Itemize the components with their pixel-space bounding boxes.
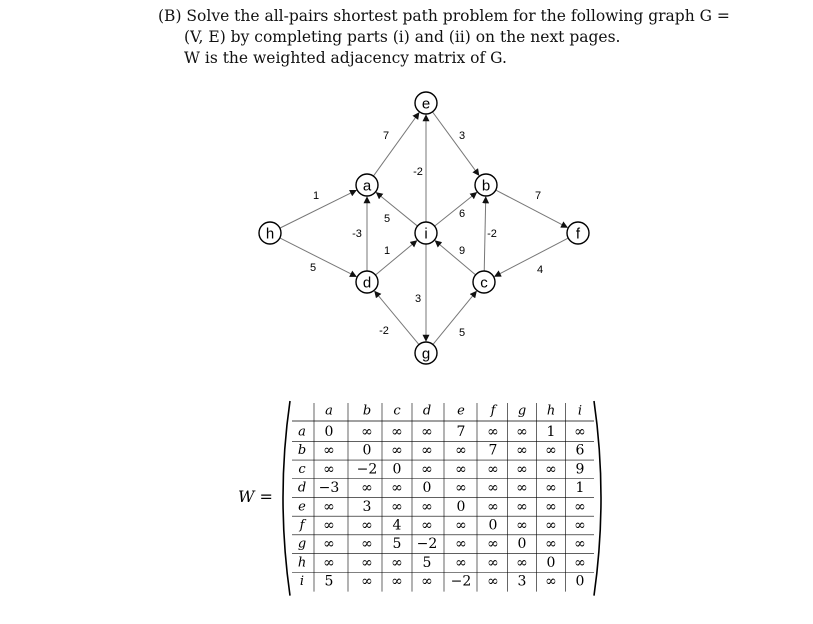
edge-c-b xyxy=(484,197,486,271)
matrix-cell-d-g: ∞ xyxy=(516,480,528,497)
matrix-row-header-f: f xyxy=(299,518,305,533)
matrix-cell-a-c: ∞ xyxy=(391,424,403,440)
graph-nodes xyxy=(259,92,589,364)
matrix-cell-a-f: ∞ xyxy=(487,424,499,440)
node-label-i: i xyxy=(424,225,428,243)
edge-g-c xyxy=(433,291,476,344)
edge-weight-i-b: 6 xyxy=(458,208,466,220)
node-label-f: f xyxy=(575,225,581,243)
matrix-cell-f-g: ∞ xyxy=(516,517,528,534)
matrix-cell-c-d: ∞ xyxy=(421,461,433,478)
matrix-cell-i-e: −2 xyxy=(450,573,472,590)
edge-e-b xyxy=(432,112,478,175)
matrix-cell-b-c: ∞ xyxy=(391,442,403,459)
matrix-cell-c-a: ∞ xyxy=(323,461,335,478)
edge-weight-i-a: 5 xyxy=(383,213,391,225)
matrix-cell-c-e: ∞ xyxy=(455,461,467,478)
problem-line-2: (V, E) by completing parts (i) and (ii) on the next pages. xyxy=(184,28,621,46)
matrix-cell-a-b: ∞ xyxy=(361,424,373,440)
matrix-cell-e-b: 3 xyxy=(362,498,372,515)
matrix-cell-d-f: ∞ xyxy=(487,480,499,497)
matrix-row-header-g: g xyxy=(297,536,307,552)
matrix-cell-a-h: 1 xyxy=(546,424,556,440)
matrix-col-header-b: b xyxy=(362,403,372,419)
matrix-cell-a-g: ∞ xyxy=(516,424,528,440)
matrix-cell-h-g: ∞ xyxy=(516,554,528,571)
matrix-cell-h-c: ∞ xyxy=(391,554,403,571)
matrix-cell-f-c: 4 xyxy=(392,517,402,534)
matrix-cell-i-i: 0 xyxy=(575,573,585,590)
matrix-cell-i-b: ∞ xyxy=(361,573,373,590)
matrix-cell-g-i: ∞ xyxy=(574,536,586,553)
matrix-cell-b-e: ∞ xyxy=(455,442,467,459)
matrix-cell-d-d: 0 xyxy=(422,480,432,497)
edge-weight-i-g: 3 xyxy=(414,293,422,305)
matrix-label: W = xyxy=(238,487,273,506)
edge-weight-b-f: 7 xyxy=(534,190,542,202)
matrix-cell-d-e: ∞ xyxy=(455,480,467,497)
matrix-cell-h-b: ∞ xyxy=(361,554,373,571)
matrix-col-header-f: f xyxy=(490,403,496,419)
matrix-col-header-d: d xyxy=(422,403,432,419)
matrix-cell-c-b: −2 xyxy=(356,461,378,478)
matrix-row-header-c: c xyxy=(298,461,306,477)
matrix-cell-f-i: ∞ xyxy=(574,517,586,534)
node-g xyxy=(415,342,437,364)
matrix-cell-g-c: 5 xyxy=(392,536,402,553)
matrix-cell-e-e: 0 xyxy=(456,498,466,515)
matrix-cell-i-a: 5 xyxy=(324,573,334,590)
edge-c-i xyxy=(435,241,475,275)
matrix-cell-c-h: ∞ xyxy=(545,461,557,478)
matrix-cell-d-b: ∞ xyxy=(361,480,373,497)
matrix-cell-d-i: 1 xyxy=(575,480,585,497)
matrix-cell-e-h: ∞ xyxy=(545,498,557,515)
matrix-cell-a-e: 7 xyxy=(456,424,466,440)
matrix-cell-h-h: 0 xyxy=(546,554,556,571)
problem-line-3: W is the weighted adjacency matrix of G. xyxy=(184,49,507,67)
matrix-row-header-d: d xyxy=(297,480,307,496)
problem-line-1: (B) Solve the all-pairs shortest path problem for the following graph G = xyxy=(158,7,730,25)
matrix-cell-b-g: ∞ xyxy=(516,442,528,459)
node-label-c: c xyxy=(480,274,488,292)
edge-b-f xyxy=(496,190,568,227)
matrix-row-header-a: a xyxy=(298,424,306,440)
matrix-cell-d-h: ∞ xyxy=(545,480,557,497)
matrix-cell-i-f: ∞ xyxy=(487,573,499,590)
edge-f-c xyxy=(495,238,569,276)
node-e xyxy=(415,92,437,114)
edge-weight-g-d: -2 xyxy=(379,325,389,337)
matrix-cell-i-d: ∞ xyxy=(421,573,433,590)
matrix-cell-g-e: ∞ xyxy=(455,536,467,553)
matrix-cell-i-c: ∞ xyxy=(391,573,403,590)
edge-weight-c-i: 9 xyxy=(458,245,466,257)
matrix-cell-e-g: ∞ xyxy=(516,498,528,515)
matrix-cell-f-a: ∞ xyxy=(323,517,335,534)
edge-h-d xyxy=(280,238,356,277)
matrix-col-header-e: e xyxy=(457,403,465,419)
matrix-cell-i-h: ∞ xyxy=(545,573,557,590)
matrix-col-header-i: i xyxy=(577,403,583,419)
node-h xyxy=(259,222,281,244)
matrix-cell-b-a: ∞ xyxy=(323,442,335,459)
matrix-cell-f-d: ∞ xyxy=(421,517,433,534)
matrix-cell-c-g: ∞ xyxy=(516,461,528,478)
matrix-cell-g-f: ∞ xyxy=(487,536,499,553)
matrix-cell-c-f: ∞ xyxy=(487,461,499,478)
matrix-row-header-e: e xyxy=(298,499,306,515)
edge-weight-d-a: -3 xyxy=(352,228,362,240)
node-i xyxy=(415,222,437,244)
edge-weight-h-d: 5 xyxy=(309,262,317,274)
matrix-cell-b-h: ∞ xyxy=(545,442,557,459)
matrix-cell-c-i: 9 xyxy=(575,461,585,478)
node-d xyxy=(356,271,378,293)
edge-weight-e-b: 3 xyxy=(458,130,466,142)
matrix-col-header-g: g xyxy=(517,403,527,419)
matrix-cell-h-d: 5 xyxy=(422,554,432,571)
edge-weight-i-e: -2 xyxy=(413,166,423,178)
edge-d-i xyxy=(375,241,416,275)
matrix-cell-b-b: 0 xyxy=(362,442,372,459)
matrix-cell-h-a: ∞ xyxy=(323,554,335,571)
edge-weight-c-b: -2 xyxy=(487,228,497,240)
matrix-cell-e-c: ∞ xyxy=(391,498,403,515)
matrix-cell-b-f: 7 xyxy=(488,442,498,459)
matrix-cell-g-h: ∞ xyxy=(545,536,557,553)
matrix-cell-h-i: ∞ xyxy=(574,554,586,571)
edge-i-b xyxy=(435,192,477,226)
matrix-cell-i-g: 3 xyxy=(517,573,527,590)
matrix-cell-b-i: 6 xyxy=(575,442,585,459)
edge-weight-h-a: 1 xyxy=(312,190,320,202)
matrix-cell-f-h: ∞ xyxy=(545,517,557,534)
matrix-row-header-b: b xyxy=(297,443,307,459)
matrix-cell-e-a: ∞ xyxy=(323,498,335,515)
matrix-cell-f-e: ∞ xyxy=(455,517,467,534)
matrix-cell-g-a: ∞ xyxy=(323,536,335,553)
matrix-cell-g-b: ∞ xyxy=(361,536,373,553)
matrix-right-paren xyxy=(594,401,601,596)
matrix-cell-d-c: ∞ xyxy=(391,480,403,497)
matrix-cell-f-f: 0 xyxy=(488,517,498,534)
matrix-row-header-h: h xyxy=(297,555,307,571)
matrix-row-header-i: i xyxy=(299,574,305,590)
matrix-cell-e-f: ∞ xyxy=(487,498,499,515)
matrix-cell-d-a: −3 xyxy=(318,480,340,497)
node-c xyxy=(473,271,495,293)
node-label-b: b xyxy=(481,177,491,195)
matrix-cell-h-f: ∞ xyxy=(487,554,499,571)
matrix-left-paren xyxy=(283,401,290,596)
matrix-col-header-c: c xyxy=(393,403,401,419)
matrix-cell-g-d: −2 xyxy=(416,536,438,553)
matrix-cell-e-i: ∞ xyxy=(574,498,586,515)
matrix-cell-f-b: ∞ xyxy=(361,517,373,534)
matrix-cell-a-a: 0 xyxy=(324,424,334,440)
matrix-cell-a-i: ∞ xyxy=(574,424,586,440)
node-label-a: a xyxy=(362,177,372,195)
matrix-cell-a-d: ∞ xyxy=(421,424,433,440)
adjacency-matrix xyxy=(238,401,601,596)
matrix-col-header-h: h xyxy=(546,403,556,419)
edge-weight-a-e: 7 xyxy=(382,130,390,142)
matrix-cell-h-e: ∞ xyxy=(455,554,467,571)
matrix-cell-b-d: ∞ xyxy=(421,442,433,459)
node-a xyxy=(356,174,378,196)
matrix-cell-g-g: 0 xyxy=(517,536,527,553)
node-b xyxy=(475,174,497,196)
matrix-cell-e-d: ∞ xyxy=(421,498,433,515)
node-label-e: e xyxy=(421,95,431,113)
edge-weight-g-c: 5 xyxy=(458,327,466,339)
matrix-cell-c-c: 0 xyxy=(392,461,402,478)
edge-weight-f-c: 4 xyxy=(536,264,544,276)
node-label-d: d xyxy=(362,274,372,292)
edge-weight-d-i: 1 xyxy=(383,245,391,257)
edge-i-a xyxy=(376,193,417,226)
node-f xyxy=(567,222,589,244)
matrix-col-header-a: a xyxy=(325,403,333,419)
node-label-g: g xyxy=(421,345,431,363)
node-label-h: h xyxy=(265,225,275,243)
